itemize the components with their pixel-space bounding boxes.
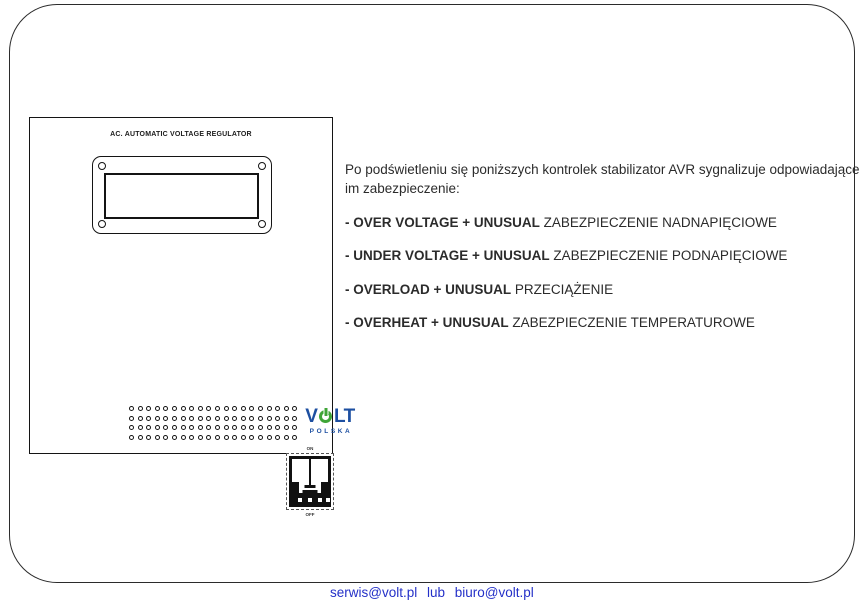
indicator-list-item: [345, 247, 865, 265]
intro-paragraph: Po podświetleniu się poniższych kontrolek stabilizator AVR sygnalizuje odpowiadające im zabezpieczenie:: [345, 162, 860, 196]
indicator-name: - UNDER VOLTAGE + UNUSUAL: [345, 248, 550, 263]
vent-hole: [172, 406, 177, 411]
vent-hole: [232, 416, 237, 421]
vent-hole: [172, 416, 177, 421]
display-bezel: [92, 156, 272, 234]
vent-hole: [163, 425, 168, 430]
vent-hole: [146, 406, 151, 411]
volt-polska-logo: [300, 408, 360, 435]
vent-hole: [138, 416, 143, 421]
vent-hole: [292, 416, 297, 421]
power-switch-icon: [286, 453, 334, 510]
vent-hole: [258, 416, 263, 421]
logo-subtitle: POLSKA: [309, 428, 353, 435]
vent-hole: [181, 416, 186, 421]
vent-hole: [189, 425, 194, 430]
vent-hole: [249, 406, 254, 411]
vent-hole: [138, 406, 143, 411]
vent-hole: [215, 416, 220, 421]
vent-hole: [155, 406, 160, 411]
vent-hole: [189, 435, 194, 440]
power-switch-body: [289, 456, 331, 507]
vent-hole: [181, 406, 186, 411]
vent-hole: [206, 435, 211, 440]
vent-hole: [224, 416, 229, 421]
vent-hole: [155, 416, 160, 421]
vent-hole: [258, 435, 263, 440]
vent-hole: [172, 435, 177, 440]
vent-hole: [258, 406, 263, 411]
switch-on-label: ON: [306, 446, 314, 451]
vent-hole: [284, 435, 289, 440]
indicator-description: PRZECIĄŻENIE: [514, 281, 614, 297]
vent-hole: [129, 416, 134, 421]
vent-hole: [215, 435, 220, 440]
vent-hole: [189, 416, 194, 421]
vent-hole: [232, 425, 237, 430]
vent-hole: [249, 416, 254, 421]
power-icon: [319, 410, 332, 423]
vent-hole: [284, 425, 289, 430]
vent-hole: [129, 425, 134, 430]
vent-hole: [198, 425, 203, 430]
vent-hole: [232, 435, 237, 440]
indicator-list-item: [345, 281, 865, 299]
vent-hole: [198, 406, 203, 411]
vent-hole: [163, 406, 168, 411]
indicator-name: - OVERHEAT + UNUSUAL: [345, 315, 509, 330]
vent-hole: [155, 435, 160, 440]
vent-hole: [215, 425, 220, 430]
vent-hole: [267, 425, 272, 430]
vent-hole: [155, 425, 160, 430]
vent-hole: [249, 435, 254, 440]
vent-hole: [292, 435, 297, 440]
screw-icon: [98, 162, 106, 170]
indicator-name: - OVER VOLTAGE + UNUSUAL: [345, 214, 540, 230]
indicator-description: ZABEZPIECZENIE PODNAPIĘCIOWE: [553, 248, 788, 263]
vent-hole: [292, 425, 297, 430]
vent-hole: [232, 406, 237, 411]
vent-hole: [275, 425, 280, 430]
vent-hole: [249, 425, 254, 430]
vent-hole: [267, 416, 272, 421]
vent-hole: [292, 406, 297, 411]
vent-grid: [129, 406, 297, 440]
vent-hole: [163, 435, 168, 440]
vent-hole: [267, 406, 272, 411]
indicator-list-item: [345, 314, 865, 332]
vent-hole: [129, 435, 134, 440]
avr-device-panel: [29, 117, 355, 517]
vent-hole: [206, 416, 211, 421]
vent-hole: [198, 416, 203, 421]
vent-hole: [241, 425, 246, 430]
vent-hole: [267, 435, 272, 440]
vent-hole: [206, 406, 211, 411]
vent-hole: [241, 416, 246, 421]
vent-hole: [206, 425, 211, 430]
device-title: AC. AUTOMATIC VOLTAGE REGULATOR: [110, 131, 252, 138]
vent-hole: [275, 406, 280, 411]
vent-hole: [258, 425, 263, 430]
vent-hole: [129, 406, 134, 411]
indicator-description: ZABEZPIECZENIE TEMPERATUROWE: [512, 315, 755, 330]
logo-letter-v: V: [305, 406, 318, 427]
vent-hole: [189, 406, 194, 411]
vent-hole: [181, 425, 186, 430]
vent-hole: [146, 416, 151, 421]
screw-icon: [98, 220, 106, 228]
vent-hole: [198, 435, 203, 440]
logo-letters-lt: LT: [333, 406, 355, 427]
vent-hole: [241, 406, 246, 411]
vent-hole: [138, 425, 143, 430]
vent-hole: [275, 435, 280, 440]
instructions-block: [345, 161, 865, 332]
vent-hole: [284, 416, 289, 421]
indicator-description: ZABEZPIECZENIE NADNAPIĘCIOWE: [543, 214, 777, 230]
vent-hole: [181, 435, 186, 440]
vent-hole: [172, 425, 177, 430]
vent-hole: [284, 406, 289, 411]
switch-lever: [309, 459, 311, 486]
vent-hole: [215, 406, 220, 411]
screw-icon: [258, 220, 266, 228]
vent-hole: [224, 425, 229, 430]
vent-hole: [146, 425, 151, 430]
vent-hole: [146, 435, 151, 440]
vent-hole: [224, 406, 229, 411]
switch-off-label: OFF: [305, 512, 315, 517]
vent-hole: [224, 435, 229, 440]
screw-icon: [258, 162, 266, 170]
indicator-list-item: [345, 214, 865, 232]
footer-contact-text: serwis@volt.pl lub biuro@volt.pl: [330, 585, 534, 600]
vent-hole: [241, 435, 246, 440]
vent-hole: [163, 416, 168, 421]
indicator-name: - OVERLOAD + UNUSUAL: [345, 281, 512, 297]
vent-hole: [275, 416, 280, 421]
vent-hole: [138, 435, 143, 440]
lcd-display: [104, 173, 259, 219]
